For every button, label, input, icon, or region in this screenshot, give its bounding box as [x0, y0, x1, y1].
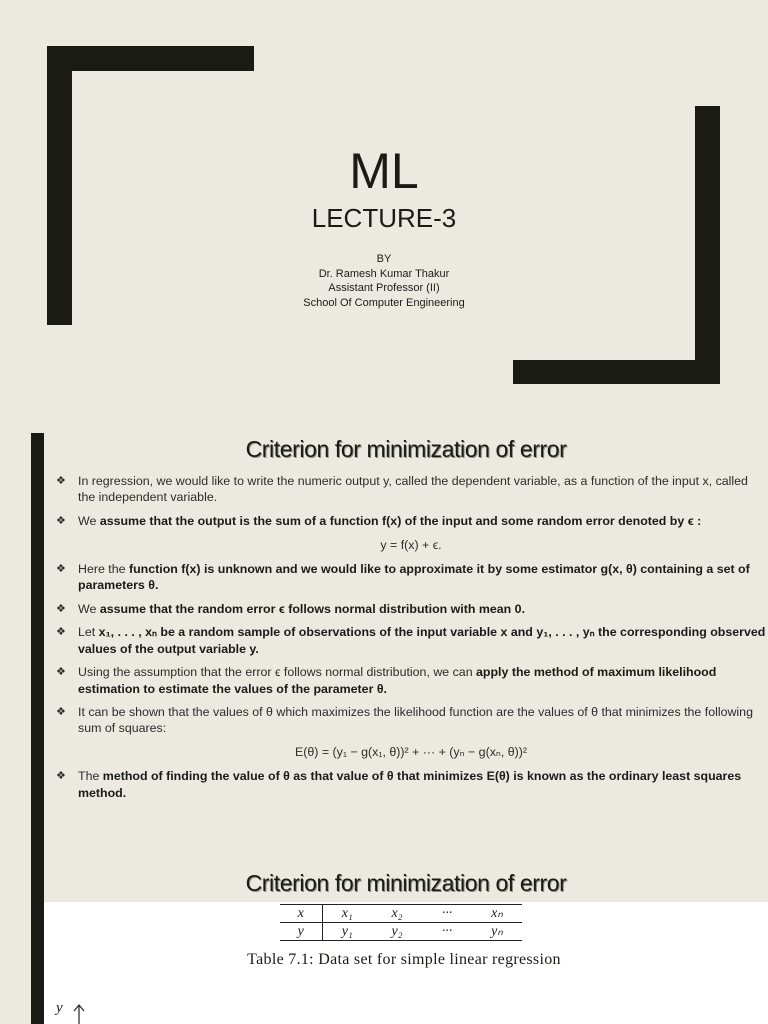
- table-row: [280, 923, 522, 941]
- bullet-text: We: [78, 601, 100, 616]
- title-slide: [0, 0, 768, 410]
- author-position: Assistant Professor (II): [328, 282, 440, 294]
- left-accent-bar: [31, 433, 44, 862]
- author-school: School Of Computer Engineering: [303, 296, 465, 309]
- table-cell: y: [280, 923, 322, 941]
- slide-heading: Criterion for minimization of error: [245, 870, 567, 896]
- bullet-text-bold: apply the method of maximum likelihood estimation to estimate the values of the parameter θ.: [78, 665, 717, 696]
- bullet-item: [56, 601, 766, 617]
- table-cell: x: [280, 905, 322, 923]
- bullet-item: [56, 473, 766, 505]
- bullet-item: [56, 561, 766, 593]
- bullet-list: [56, 473, 766, 808]
- bullet-text: Here the: [78, 561, 129, 576]
- bullet-text-bold: method of finding the value of θ as that value of θ that minimizes E(θ) is known as the ordinary least squares method.: [78, 769, 742, 800]
- table-cell: ···: [422, 923, 472, 941]
- bullet-text-bold: assume that the random error ϵ follows normal distribution with mean 0.: [99, 601, 526, 616]
- bullet-item: [56, 768, 766, 800]
- corner-bracket-top-left-horizontal: [47, 46, 254, 71]
- bullet-text: We: [78, 513, 100, 528]
- author-name: Dr. Ramesh Kumar Thakur: [318, 267, 450, 280]
- bullet-text: It can be shown that the values of θ which maximizes the likelihood function are the values of θ that minimizes the following sum of squares:: [78, 705, 753, 736]
- table-cell: y₁: [322, 923, 372, 941]
- diamond-bullet-icon: ❖: [56, 666, 66, 679]
- diamond-bullet-icon: ❖: [56, 626, 66, 639]
- table-cell: x₁: [322, 905, 372, 923]
- table-row: [280, 905, 522, 923]
- arrow-up-icon: [72, 1003, 86, 1024]
- diamond-bullet-icon: ❖: [56, 562, 66, 575]
- diamond-bullet-icon: ❖: [56, 514, 66, 527]
- bullet-text-bold: x₁, . . . , xₙ be a random sample of observations of the input variable x and y₁, . . . , yₙ the corresponding observed values of the output variable y.: [78, 625, 766, 656]
- bullet-text: Using the assumption that the error ϵ follows normal distribution, we can: [78, 665, 477, 680]
- y-axis-label: y: [56, 1000, 63, 1016]
- diamond-bullet-icon: ❖: [56, 602, 66, 615]
- bullet-item: [56, 664, 766, 696]
- bullet-text: Let: [78, 625, 99, 640]
- formula-model: y = f(x) + ϵ.: [380, 537, 442, 552]
- diamond-bullet-icon: ❖: [56, 475, 66, 487]
- content-slide: [0, 422, 768, 862]
- slide-heading: Criterion for minimization of error: [245, 436, 567, 462]
- table-cell: xₙ: [472, 905, 522, 923]
- table-cell: yₙ: [472, 923, 522, 941]
- author-block: [0, 252, 768, 310]
- author-by: BY: [376, 253, 392, 265]
- table-caption: Table 7.1: Data set for simple linear regression: [247, 951, 561, 968]
- slide-title: ML: [349, 143, 419, 199]
- table-cell: y₂: [372, 923, 422, 941]
- table-slide: [0, 862, 768, 1024]
- data-table: [280, 904, 522, 941]
- bullet-item: [56, 513, 766, 529]
- bullet-text: The: [78, 769, 103, 784]
- slide-subtitle: LECTURE-3: [311, 203, 457, 233]
- left-accent-bar: [31, 862, 44, 1024]
- diamond-bullet-icon: ❖: [56, 770, 66, 783]
- corner-bracket-bottom-right-horizontal: [513, 360, 720, 384]
- bullet-text-bold: assume that the output is the sum of a function f(x) of the input and some random error denoted by ϵ :: [99, 513, 702, 528]
- diamond-bullet-icon: ❖: [56, 706, 66, 719]
- table-cell: x₂: [372, 905, 422, 923]
- formula-sum-of-squares: E(θ) = (y₁ − g(x₁, θ))² + ··· + (yₙ − g(xₙ, θ))²: [294, 745, 527, 760]
- bullet-text-bold: function f(x) is unknown and we would like to approximate it by some estimator g(x, θ) containing a set of parameters θ.: [78, 561, 750, 593]
- bullet-text: In regression, we would like to write the numeric output y, called the dependent variable, as a function of the input x, called the independent variable.: [78, 474, 748, 505]
- table-cell: ···: [422, 905, 472, 923]
- bullet-item: [56, 704, 766, 736]
- bullet-item: [56, 624, 766, 656]
